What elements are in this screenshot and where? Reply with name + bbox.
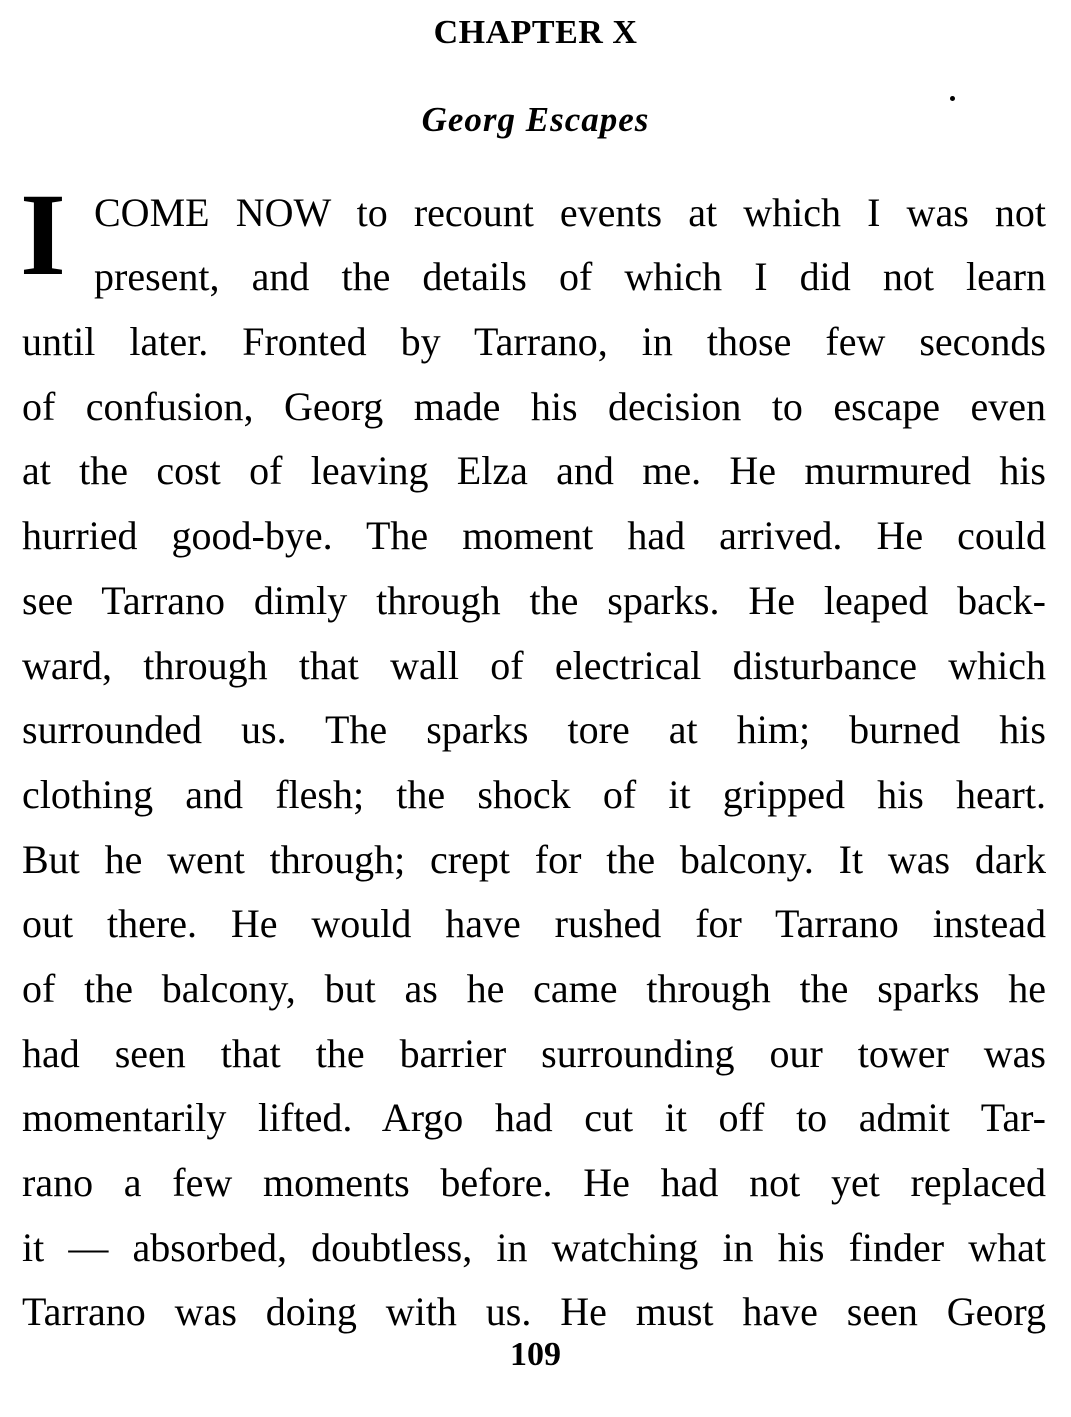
text-line: ward, through that wall of electrical disturbance which xyxy=(22,643,1046,688)
chapter-heading: CHAPTER X xyxy=(433,14,638,51)
text-line: until later. Fronted by Tarrano, in those few seconds xyxy=(22,319,1046,364)
text-line: of confusion, Georg made his decision to escape even xyxy=(22,384,1046,429)
text-line: see Tarrano dimly through the sparks. He leaped back- xyxy=(22,578,1046,623)
page-number: 109 xyxy=(510,1336,561,1373)
text-line: Tarrano was doing with us. He must have seen Georg xyxy=(22,1289,1046,1334)
text-line: had seen that the barrier surrounding our tower was xyxy=(22,1031,1046,1076)
text-line: momentarily lifted. Argo had cut it off to admit Tar- xyxy=(22,1095,1046,1140)
text-line: But he went through; crept for the balcony. It was dark xyxy=(22,837,1046,882)
text-line: surrounded us. The sparks tore at him; burned his xyxy=(22,707,1046,752)
text-line: clothing and flesh; the shock of it gripped his heart. xyxy=(22,772,1046,817)
text-line: out there. He would have rushed for Tarrano instead xyxy=(22,901,1046,946)
chapter-title: Georg Escapes xyxy=(421,100,650,139)
text-line: it — absorbed, doubtless, in watching in his finder what xyxy=(22,1225,1046,1270)
text-line: of the balcony, but as he came through the sparks he xyxy=(22,966,1046,1011)
text-line: hurried good-bye. The moment had arrived. He could xyxy=(22,513,1046,558)
text-line: at the cost of leaving Elza and me. He murmured his xyxy=(22,448,1046,493)
text-line: COME NOW to recount events at which I was not xyxy=(94,190,1046,235)
drop-cap: I xyxy=(20,169,66,300)
text-line: rano a few moments before. He had not yet replaced xyxy=(22,1160,1046,1205)
text-line: present, and the details of which I did not learn xyxy=(94,254,1046,299)
